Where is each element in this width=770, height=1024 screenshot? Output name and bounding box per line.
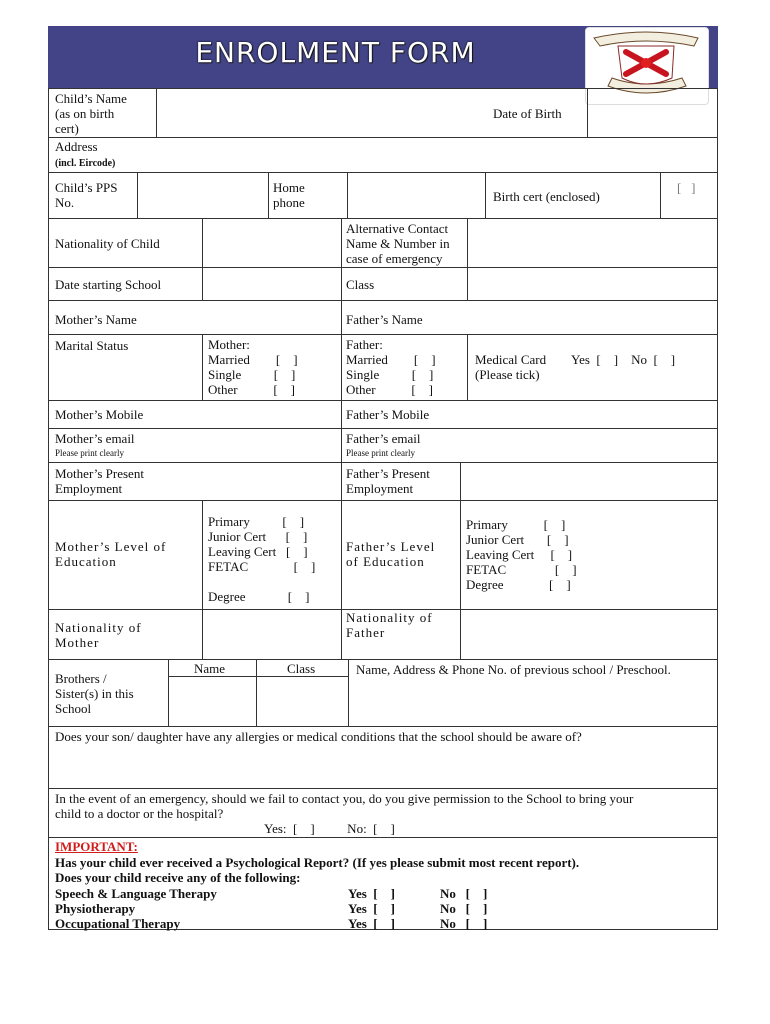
allergies-question: Does your son/ daughter have any allergies or medical conditions that the school should be aware of? (55, 729, 582, 744)
father-email-label: Father’s email (346, 431, 421, 446)
mother-marital-options[interactable]: Mother: Married [ ] Single [ ] Other [ ] (208, 337, 298, 397)
birth-cert-label: Birth cert (enclosed) (493, 189, 600, 204)
father-employment-label: Father’s Present Employment (346, 466, 430, 496)
father-marital-options[interactable]: Father: Married [ ] Single [ ] Other [ ] (346, 337, 436, 397)
psych-report-question: Has your child ever received a Psychological Report? (If yes please submit most recent report). (55, 855, 580, 870)
medical-card-label: Medical Card (Please tick) (475, 352, 547, 382)
emergency-question: In the event of an emergency, should we fail to contact you, do you give permission to the School to bring your child to a doctor or the hospital? (55, 791, 634, 821)
previous-school-label: Name, Address & Phone No. of previous school / Preschool. (356, 662, 671, 677)
important-heading: IMPORTANT: (55, 839, 138, 854)
dob-field[interactable] (588, 89, 717, 136)
pps-field[interactable] (138, 173, 267, 217)
date-start-label: Date starting School (55, 277, 162, 292)
mother-name-label: Mother’s Name (55, 312, 137, 327)
home-phone-field[interactable] (348, 173, 484, 217)
nationality-mother-label: Nationality of Mother (55, 620, 142, 650)
child-name-label: Child’s Name (as on birth cert) (55, 91, 127, 136)
eircode-label: (incl. Eircode) (55, 158, 116, 169)
birth-cert-checkbox[interactable]: [ ] (677, 180, 696, 195)
mother-mobile-label: Mother’s Mobile (55, 407, 144, 422)
therapy-list: Speech & Language Therapy Physiotherapy Occupational Therapy (55, 886, 217, 931)
address-label: Address (55, 139, 98, 154)
therapy-question: Does your child receive any of the following: (55, 870, 301, 885)
sibling-class-column: Class (287, 661, 316, 676)
mother-education-label: Mother’s Level of Education (55, 539, 167, 569)
father-education-options[interactable]: Primary [ ] Junior Cert [ ] Leaving Cert [ ] FETAC [ ] Degree [ ] (466, 517, 577, 592)
father-email-hint: Please print clearly (346, 448, 415, 458)
father-mobile-label: Father’s Mobile (346, 407, 430, 422)
sibling-name-column: Name (194, 661, 226, 676)
mother-email-hint: Please print clearly (55, 448, 124, 458)
siblings-label: Brothers / Sister(s) in this School (55, 671, 134, 716)
mother-employment-label: Mother’s Present Employment (55, 466, 144, 496)
form-title: ENROLMENT FORM (195, 36, 476, 69)
class-label: Class (346, 277, 375, 292)
address-field[interactable] (156, 138, 717, 171)
home-phone-label: Home phone (273, 180, 305, 210)
marital-label: Marital Status (55, 338, 129, 353)
alt-contact-label: Alternative Contact Name & Number in case of emergency (346, 221, 450, 266)
father-name-label: Father’s Name (346, 312, 423, 327)
mother-email-label: Mother’s email (55, 431, 135, 446)
therapy-yes-options[interactable]: Yes [ ] Yes [ ] Yes [ ] (348, 886, 395, 931)
medical-card-options[interactable]: Yes [ ] No [ ] (571, 352, 676, 367)
dob-label: Date of Birth (493, 106, 562, 121)
father-education-label: Father’s Level of Education (346, 539, 436, 569)
emergency-options[interactable]: Yes: [ ] No: [ ] (264, 821, 395, 836)
mother-education-options[interactable]: Primary [ ] Junior Cert [ ] Leaving Cert [ ] FETAC [ ] Degree [ ] (208, 514, 316, 604)
nationality-child-label: Nationality of Child (55, 236, 160, 251)
therapy-no-options[interactable]: No [ ] No [ ] No [ ] (440, 886, 488, 931)
child-name-field[interactable] (157, 89, 487, 136)
nationality-father-label: Nationality of Father (346, 610, 433, 640)
pps-label: Child’s PPS No. (55, 180, 118, 210)
